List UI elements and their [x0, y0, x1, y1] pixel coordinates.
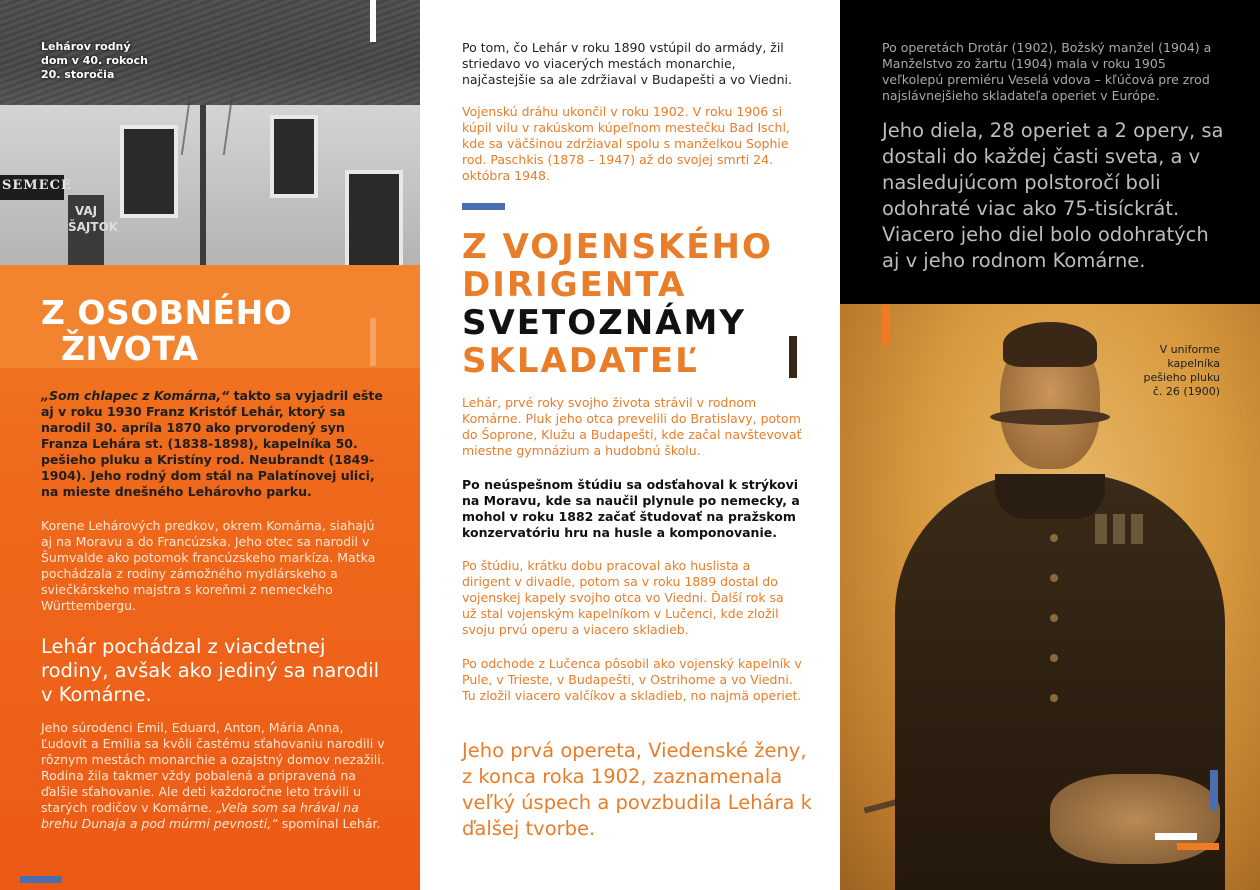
paragraph-text: spomínal Lehár. — [277, 816, 381, 831]
highlight-works: Jeho diela, 28 operiet a 2 opery, sa dostali do každej časti sveta, a v nasledujúcom polstoročí boli odohraté viac ako 75-tisíckrát. Viacero jeho diel bolo odohratých aj v jeho rodnom Komárne. — [882, 119, 1224, 272]
window — [345, 170, 403, 265]
accent-bar — [370, 318, 376, 366]
title-line: DIRIGENTA — [462, 265, 687, 305]
paragraph-ancestors: Korene Lehárových predkov, okrem Komárna, siahajú aj na Moravu a do Francúzska. Jeho otec sa narodil v Šumvalde ako potomok francúzskeho markíza. Matka pochádzala z rodiny zámožného mydlárskeho a sviečkárskeho majstra s koreňmi z nemeckého Württembergu. — [41, 518, 376, 613]
accent-bar — [20, 876, 62, 883]
medal — [1131, 514, 1143, 544]
paragraph-text: takto sa vyjadril ešte aj v roku 1930 Franz Kristóf Lehár, ktorý sa narodil 30. apríla 1870 ako prvorodený syn Franza Lehára st. (1838-1898), kapelníka 50. pešieho pluku a Kristíny rod. Neubrandt (1849-1904). Jeho rodný dom stál na Palatínovej ulici, na mieste dnešného Lehárovho parku. — [41, 388, 383, 499]
paragraph-army: Po tom, čo Lehár v roku 1890 vstúpil do armády, žil striedavo vo viacerých mestách monarchie, najčastejšie sa ale zdržiaval v Budapešti a vo Viedni. — [462, 40, 792, 87]
paragraph-first-opera: Po štúdiu, krátku dobu pracoval ako huslista a dirigent v divadle, potom sa v roku 1889 dostal do vojenskej kapely svojho otca vo Viedni. Ďalší rok sa už stal vojenským kapelníkom v Lučenci, kde zložil svoju prvú operu a viacero skladieb. — [462, 558, 784, 637]
shop-poster: VAJ ŠAJTOK — [68, 195, 104, 265]
accent-bar — [462, 203, 505, 210]
shop-sign: SEMECE — [0, 175, 64, 200]
tree-branches — [181, 95, 233, 155]
accent-bar — [1177, 843, 1219, 850]
paragraph-operettas: Po operetách Drotár (1902), Božský manžel (1904) a Manželstvo zo žartu (1904) mala v roku 1905 veľkolepú premiéru Veselá vdova – kľúčová pre zrod najslávnejšieho skladateľa operiet v Európe. — [882, 40, 1212, 103]
accent-bar — [370, 0, 376, 42]
title-line: ŽIVOTA — [61, 329, 199, 368]
uniform-button — [1050, 574, 1058, 582]
hair — [1003, 322, 1097, 367]
highlight-quote: Lehár pochádzal z viacdetnej rodiny, avšak ako jediný sa narodil v Komárne. — [41, 635, 380, 706]
hands — [1050, 774, 1220, 864]
medal — [1095, 514, 1107, 544]
section-title-career — [462, 228, 773, 380]
quote: „Som chlapec z Komárna,“ — [41, 388, 230, 403]
title-line: SVETOZNÁMY — [462, 303, 746, 343]
accent-bar — [1155, 833, 1197, 840]
medal — [1113, 514, 1125, 544]
column-personal-life — [0, 0, 420, 890]
paragraph-bandmaster: Po odchode z Lučenca pôsobil ako vojenský kapelník v Pule, v Trieste, v Budapešti, v Ostrihome a vo Viedni. Tu zložil viacero valčíkov a skladieb, no najmä operiet. — [462, 656, 802, 703]
window — [270, 115, 318, 198]
paragraph-bad-ischl: Vojenskú dráhu ukončil v roku 1902. V roku 1906 si kúpil vilu v rakúskom kúpeľnom mestečku Bad Ischl, kde sa väčšinou zdržiaval spolu s manželkou Sophie rod. Paschkis (1878 – 1947) až do svojej smrti 24. októbra 1948. — [462, 104, 790, 183]
highlight-first-operetta: Jeho prvá opereta, Viedenské ženy, z konca roka 1902, zaznamenala veľký úspech a povzbudila Lehára k ďalšej tvorbe. — [462, 739, 812, 840]
section-title-personal-life — [41, 295, 292, 367]
accent-bar — [1210, 770, 1218, 810]
title-line: Z VOJENSKÉHO — [462, 227, 773, 267]
uniform-button — [1050, 614, 1058, 622]
uniform-button — [1050, 694, 1058, 702]
collar — [995, 474, 1105, 519]
title-line: Z OSOBNÉHO — [41, 293, 293, 332]
window — [120, 125, 178, 218]
house-photo-caption: Lehárov rodný dom v 40. rokoch 20. storočia — [41, 40, 148, 81]
paragraph-text: Jeho súrodenci Emil, Eduard, Anton, Mária Anna, Ľudovít a Emília sa kvôli častému sťahovaniu narodili v rôznym mestách monarchie a ozajstný domov nezažili. Rodina žila takmer vždy pobalená a pripravená na ďalšie sťahovanie. Ale deti každoročne leto trávili u starých rodičov v Komárne. — [41, 720, 385, 815]
paragraph-early-years: Lehár, prvé roky svojho života strávil v rodnom Komárne. Pluk jeho otca prevelili do Bratislavy, potom do Šoprone, Klužu a Budapešti, kde začal navštevovať miestne gymnázium a hudobnú školu. — [462, 395, 802, 458]
paragraph-siblings — [41, 720, 386, 832]
medals — [1095, 514, 1155, 554]
quote: „Veľa som sa hrával na brehu Dunaja a pod múrmi pevnosti,“ — [41, 800, 359, 831]
paragraph-intro — [41, 388, 386, 500]
accent-bar — [882, 305, 890, 345]
portrait-caption: V uniforme kapelníka pešieho pluku č. 26 (1900) — [1143, 343, 1220, 398]
mustache — [990, 409, 1110, 425]
accent-bar — [789, 336, 797, 378]
uniform-button — [1050, 654, 1058, 662]
title-line: SKLADATEĽ — [462, 341, 699, 381]
uniform-button — [1050, 534, 1058, 542]
paragraph-conservatory: Po neúspešnom štúdiu sa odsťahoval k strýkovi na Moravu, kde sa naučil plynule po nemecky, a mohol v roku 1882 začať študovať na pražskom konzervatóriu hru na husle a komponovanie. — [462, 477, 800, 540]
